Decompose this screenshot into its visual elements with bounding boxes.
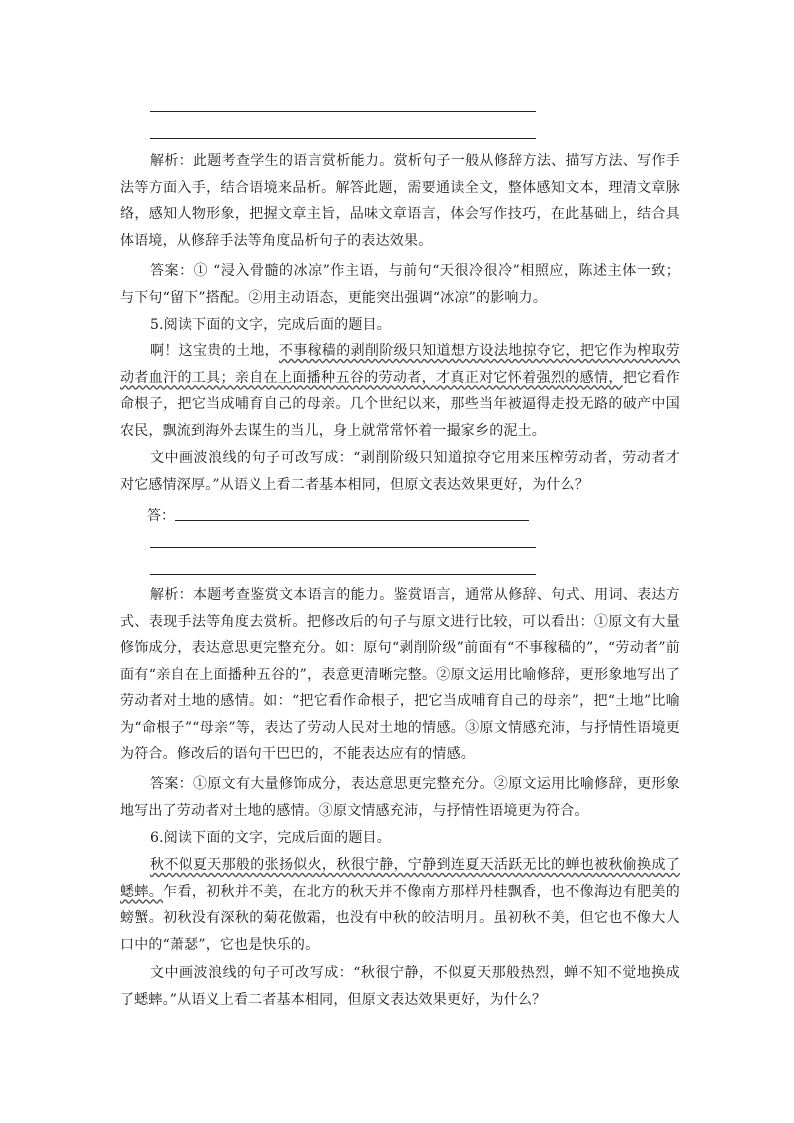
q6-passage-rest: 乍看，初秋并不美，在北方的秋天并不像南方那样丹桂飘香，也不像海边有肥美的螃蟹。初秋没有深秋的菊花傲霜，也没有中秋的皎洁明月。虽初秋不美，但它也不像大人口中的“萧瑟”，它也是快乐的。 [120,883,680,953]
q5-title: 5.阅读下面的文字，完成后面的题目。 [150,317,391,333]
q4-answer: 答案：① “浸入骨髓的冰凉”作主语，与前句“天很冷很冷”相照应，陈述主体一致；与下句“留下”搭配。②用主动语态，更能突出强调“冰凉”的影响力。 [120,263,680,306]
q4-analysis: 解析：此题考查学生的语言赏析能力。赏析句子一般从修辞方法、描写方法、写作手法等方面入手，结合语境来品析。解答此题，需要通读全文，整体感知文本，理清文章脉络，感知人物形象，把握文章主旨，品味文章语言，体会写作技巧，在此基础上，结合具体语境，从修辞手法等角度品析句子的表达效果。 [120,153,680,249]
q6-question: 文中画波浪线的句子可改写成：“秋很宁静，不似夏天那般热烈，蝉不知不觉地换成了蟋蟀。”从语义上看二者基本相同，但原文表达效果更好，为什么？ [120,965,680,1008]
q5-passage-rest: 把它看作命根子，把它当成哺育自己的母亲。几个世纪以来，那些当年被逼得走投无路的破产中国农民，飘流到海外去谋生的当儿，身上就常常怀着一撮家乡的泥土。 [120,369,680,439]
q5-answer: 答案：①原文有大量修饰成分，表达意思更完整充分。②原文运用比喻修辞，更形象地写出了劳动者对土地的感情。③原文情感充沛，与抒情性语境更为符合。 [120,776,680,819]
q5-question: 文中画波浪线的句子可改写成：“剥削阶级只知道掠夺它用来压榨劳动者，劳动者才对它感情深厚。”从语义上看二者基本相同，但原文表达效果更好，为什么？ [120,450,680,493]
q5-passage-start: 啊！这宝贵的土地， [150,343,279,359]
answer-blank-line [150,547,536,548]
q5-passage [120,338,680,446]
q5-wavy-sentence: 不事稼穑的剥削阶级只知道想方设法地掠夺它，把它作为榨取劳动者血汗的工具；亲自在上面播种五谷的劳动者，才真正对它怀着强烈的感情， [120,343,680,386]
answer-blank-line [175,520,529,521]
answer-blank-line [150,111,536,112]
answer-blank-line [150,574,536,575]
q5-analysis: 解析：本题考查鉴赏文本语言的能力。鉴赏语言，通常从修辞、句式、用词、表达方式、表现手法等角度去赏析。把修改后的句子与原文进行比较，可以看出：①原文有大量修饰成分，表达意思更完整充分。如：原句“剥削阶级”前面有“不事稼穑的”，“劳动者”前面有“亲自在上面播种五谷的”，表意更清晰完整。②原文运用比喻修辞，更形象地写出了劳动者对土地的感情。如：“把它看作命根子，把它当成哺育自己的母亲”，把“土地”比喻为“命根子”“母亲”等，表达了劳动人民对土地的情感。③原文情感充沛，与抒情性语境更为符合。修改后的语句干巴巴的，不能表达应有的情感。 [120,587,680,762]
answer-blank-line [150,138,536,139]
q5-answer-label: 答： [147,508,175,524]
q6-title: 6.阅读下面的文字，完成后面的题目。 [150,830,391,846]
q6-wavy-sentence: 秋不似夏天那般的张扬似火，秋很宁静，宁静到连夏天活跃无比的蝉也被秋偷换成了蟋蟀。 [120,857,680,900]
q6-passage [120,852,680,960]
